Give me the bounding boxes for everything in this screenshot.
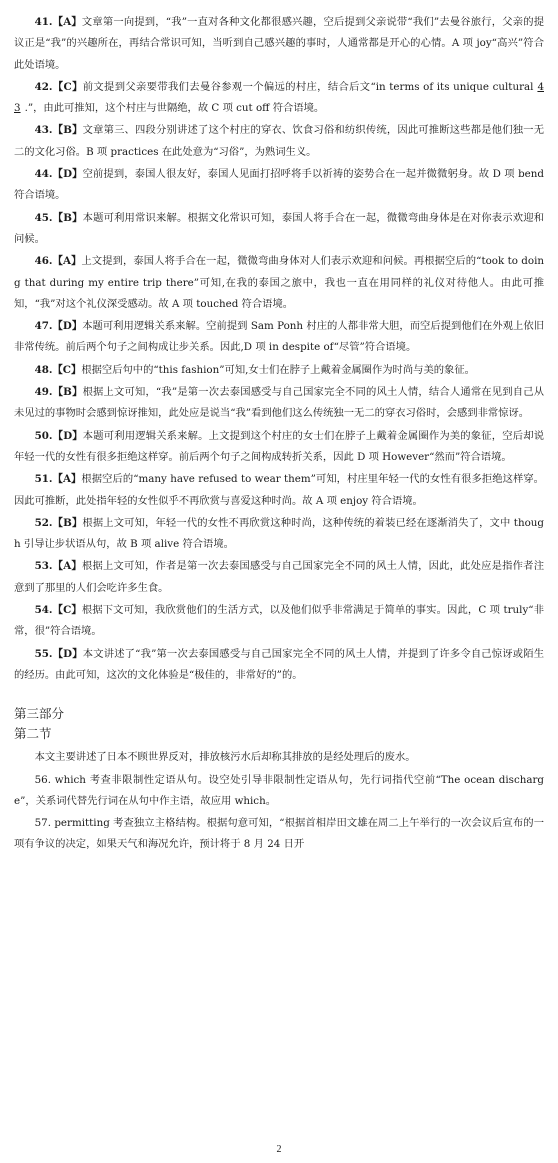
answer-56 — [14, 770, 544, 813]
answer-55 — [14, 644, 544, 687]
answer-key: 【D】 — [52, 320, 83, 333]
explanation-text: 根据空后的“many have refused to wear them”可知，村庄里年轻一代的女性有很多拒绝这样穿。因此可推断，此处指年轻的女性似乎不再欣赏与喜爱这种时尚。故 A 项 enjoy 符合语境。 — [14, 473, 544, 507]
answer-key: 【D】 — [52, 647, 83, 660]
answer-41 — [14, 12, 544, 76]
question-number: 42. — [34, 80, 53, 93]
question-number: 43. — [34, 124, 53, 137]
question-number: 56. — [34, 773, 51, 786]
explanation-text: 考查独立主格结构。根据句意可知，“根据首相岸田文雄在周二上午举行的一次会议后宣布的一项有争议的决定，如果天气和海况允许，预计将于 8 月 24 日开 — [14, 817, 544, 851]
question-number: 47. — [34, 320, 53, 333]
answer-48 — [14, 360, 544, 381]
answer-key: 【C】 — [52, 604, 82, 617]
answer-43 — [14, 120, 544, 163]
blank-number: 43 — [14, 80, 544, 115]
answer-key: 【C】 — [52, 363, 82, 376]
answer-key: 【B】 — [52, 124, 83, 137]
question-number: 51. — [34, 473, 53, 486]
explanation-text: 上文提到，泰国人将手合在一起，微微弯曲身体对人们表示欢迎和问候。再根据空后的“took to doing that during my entire trip there”可知,在我的泰国之旅中，我也一直在用同样的礼仪对待他人。由此可推知，“我”对这个礼仪深受感动。故 A 项 touched 符合语境。 — [14, 255, 544, 310]
question-number: 50. — [34, 429, 53, 442]
question-number: 53. — [34, 560, 53, 573]
question-number: 54. — [34, 604, 53, 617]
answer-key: 【D】 — [52, 429, 83, 442]
question-number: 57. — [34, 817, 51, 830]
explanation-text: 前文提到父亲要带我们去曼谷参观一个偏远的村庄，结合后文“in terms of its unique cultural — [82, 80, 534, 93]
explanation-text: 考查非限制性定语从句。设空处引导非限制性定语从句，先行词指代空前“The ocean discharge”，关系词代替先行词在从句中作主语，故应用 which。 — [14, 773, 545, 807]
section-two-heading: 第二节 — [14, 726, 52, 742]
page-number: 2 — [276, 1144, 282, 1155]
answer-key: 【B】 — [52, 211, 83, 224]
answer-46 — [14, 251, 544, 315]
answer-key: 【D】 — [52, 168, 83, 181]
explanation-text: 空前提到，泰国人很友好，泰国人见面打招呼将手以祈祷的姿势合在一起并微微躬身。故 D 项 bend 符合语境。 — [14, 168, 544, 202]
answer-53 — [14, 556, 544, 599]
answer-key: 【A】 — [52, 473, 82, 486]
explanation-text: 本题可利用逻辑关系来解。上文提到这个村庄的女士们在脖子上戴着金属圈作为美的象征，空后却说年轻一代的女性有很多拒绝这样穿。前后两个句子之间构成转折关系，因此 D 项 However“然而”符合语境。 — [14, 429, 544, 463]
answer-key: 【B】 — [52, 386, 83, 399]
question-number: 49. — [34, 386, 53, 399]
question-number: 41. — [34, 16, 53, 28]
answer-47 — [14, 316, 544, 359]
answer-57 — [14, 813, 544, 856]
answer-42 — [14, 77, 544, 120]
answer-44 — [14, 164, 544, 207]
explanation-text: 根据上文可知，年轻一代的女性不再欣赏这种时尚，这种传统的着装已经在逐渐消失了，文中 though 引导让步状语从句，故 B 项 alive 符合语境。 — [14, 516, 545, 551]
explanation-text: 文章第三、四段分别讲述了这个村庄的穿衣、饮食习俗和纺织传统，因此可推断这些都是他们独一无二的文化习俗。B 项 practices 在此处意为“习俗”，为熟词生义。 — [14, 124, 545, 158]
question-number: 45. — [34, 211, 53, 224]
question-number: 46. — [34, 255, 53, 268]
answer-key: 【B】 — [52, 516, 83, 529]
answer-word: which — [54, 773, 86, 786]
explanation-text: 本题可利用逻辑关系来解。空前提到 Sam Ponh 村庄的人都非常大胆，而空后提到他们在外观上依旧非常传统。前后两个句子之间构成让步关系。因此,D 项 in despite of“尽管”符合语境。 — [14, 320, 544, 354]
answer-explanations — [14, 12, 544, 686]
explanation-text: 根据空后句中的“this fashion”可知,女士们在脖子上戴着金属圈作为时尚与美的象征。 — [81, 363, 475, 376]
answer-key: 【A】 — [52, 16, 82, 28]
answer-51 — [14, 469, 544, 512]
answer-50 — [14, 426, 544, 469]
answer-54 — [14, 600, 544, 643]
explanation-text: 根据上文可知，“我”是第一次去泰国感受与自己国家完全不同的风土人情，结合人通常在见到自己从未见过的事物时会感到惊讶推知，此处应是说当“我”看到他们这么传统独一无二的穿衣习俗时，会感到非常惊讶。 — [14, 386, 545, 420]
question-number: 48. — [34, 363, 53, 376]
explanation-text: 本文讲述了“我”第一次去泰国感受与自己国家完全不同的风土人情，并提到了许多令自己惊讶或陌生的经历。由此可知，这次的文化体验是“极佳的，非常好的”的。 — [14, 647, 544, 681]
explanation-text: 根据上文可知，作者是第一次去泰国感受与自己国家完全不同的风土人情，因此，此处应是指作者注意到了那里的人们会吃许多生食。 — [14, 560, 544, 594]
explanation-text: 根据下文可知，我欣赏他们的生活方式，以及他们似乎非常满足于简单的事实。因此，C 项 truly“非常，很”符合语境。 — [14, 604, 544, 638]
answer-word: permitting — [54, 817, 110, 830]
answer-52 — [14, 513, 544, 556]
part-three-heading: 第三部分 — [14, 706, 65, 722]
explanation-text: 本题可利用常识来解。根据文化常识可知，泰国人将手合在一起，微微弯曲身体是在对你表示欢迎和问候。 — [14, 211, 545, 245]
question-number: 44. — [34, 168, 53, 181]
explanation-text: .”，由此可推知，这个村庄与世隔绝，故 C 项 cut off 符合语境。 — [24, 102, 325, 115]
answer-key: 【C】 — [52, 80, 83, 93]
answer-45 — [14, 208, 544, 251]
explanation-text: 文章第一向提到，“我”一直对各种文化都很感兴趣，空后提到父亲说带“我们”去曼谷旅行，父亲的提议正是“我”的兴趣所在，再结合常识可知，当听到自己感兴趣的事时，人通常都是开心的心情。A 项 joy“高兴”符合此处语境。 — [14, 16, 544, 71]
question-number: 52. — [34, 516, 53, 529]
passage-summary: 本文主要讲述了日本不顾世界反对，排放核污水后却称其排放的是经处理后的废水。 — [34, 751, 416, 764]
answer-49 — [14, 382, 544, 425]
answer-key: 【A】 — [52, 560, 82, 573]
question-number: 55. — [34, 647, 53, 660]
answer-key: 【A】 — [52, 255, 82, 268]
